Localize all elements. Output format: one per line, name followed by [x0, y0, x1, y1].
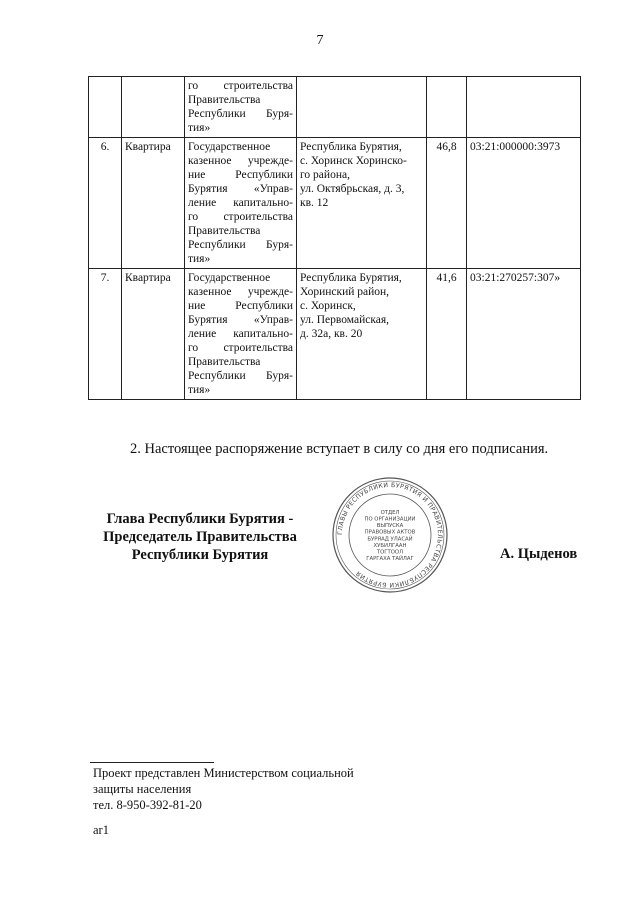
holder-organization-cell [185, 138, 297, 269]
organization-line: Республики Буря- [188, 239, 293, 251]
seal-center-line: ВЫПУСКА [376, 523, 404, 530]
organization-line: Бурятия «Управ- [188, 314, 293, 326]
footnote-divider [90, 762, 214, 763]
address-line: д. 32а, кв. 20 [300, 328, 363, 340]
address-line: Республика Бурятия, [300, 272, 402, 284]
address-line: с. Хоринск, [300, 300, 356, 312]
property-table [88, 76, 581, 400]
object-type-cell: Квартира [122, 269, 185, 400]
table-row [89, 269, 581, 400]
organization-line: тия» [188, 384, 211, 396]
holder-organization-cell [185, 77, 297, 138]
organization-line: казенное учрежде- [188, 286, 293, 298]
organization-line: Государственное [188, 272, 271, 284]
address-line: кв. 12 [300, 197, 329, 209]
organization-line: казенное учрежде- [188, 155, 293, 167]
cadastral-number-cell: 03:21:000000:3973 [467, 138, 581, 269]
organization-line: Государственное [188, 141, 271, 153]
signatory-title-line: Председатель Правительства [103, 529, 297, 545]
area-cell [427, 77, 467, 138]
effective-date-paragraph: 2. Настоящее распоряжение вступает в силу со дня его подписания. [130, 441, 549, 457]
footnote [93, 765, 354, 813]
official-seal [330, 475, 450, 595]
object-type-cell: Квартира [122, 138, 185, 269]
signatory-title [85, 510, 315, 564]
organization-line: тия» [188, 122, 211, 134]
address-cell [297, 269, 427, 400]
area-cell: 46,8 [427, 138, 467, 269]
footnote-line: тел. 8-950-392-81-20 [93, 798, 202, 812]
organization-line: го строительства [188, 211, 293, 223]
seal-center-line: ОТДЕЛ [380, 509, 400, 516]
seal-center-line: БУРЯАД УЛАСАЙ [367, 536, 413, 543]
footnote-line: Проект представлен Министерством социальной [93, 766, 354, 780]
area-cell: 41,6 [427, 269, 467, 400]
footnote-line: защиты населения [93, 782, 192, 796]
organization-line: го строительства [188, 342, 293, 354]
organization-line: ние Республики [188, 300, 293, 312]
organization-line: ление капитально- [188, 197, 293, 209]
signatory-title-line: Глава Республики Бурятия - [106, 511, 294, 527]
seal-center-line: ХУБИЛГААН [373, 542, 407, 549]
holder-organization-cell [185, 269, 297, 400]
organization-line: ние Республики [188, 169, 293, 181]
cadastral-number-cell [467, 77, 581, 138]
organization-line: Бурятия «Управ- [188, 183, 293, 195]
address-cell [297, 138, 427, 269]
row-number-cell [89, 77, 122, 138]
table-row [89, 138, 581, 269]
seal-center-line: ГАРГАХА ТАЙЛАГ [366, 556, 414, 563]
row-number-cell: 6. [89, 138, 122, 269]
table-row [89, 77, 581, 138]
signatory-name: А. Цыденов [500, 546, 578, 562]
organization-line: Республики Буря- [188, 370, 293, 382]
cadastral-number-cell: 03:21:270257:307» [467, 269, 581, 400]
address-line: ул. Первомайская, [300, 314, 390, 326]
address-line: ул. Октябрьская, д. 3, [300, 183, 405, 195]
object-type-cell [122, 77, 185, 138]
signatory-title-line: Республики Бурятия [131, 547, 269, 563]
row-number-cell: 7. [89, 269, 122, 400]
seal-center-line: ПРАВОВЫХ АКТОВ [364, 529, 416, 536]
organization-line: Правительства [188, 356, 261, 368]
address-line: с. Хоринск Хоринско- [300, 155, 407, 167]
address-cell [297, 77, 427, 138]
address-line: го района, [300, 169, 350, 181]
address-line: Республика Бурятия, [300, 141, 402, 153]
organization-line: го строительства [188, 80, 293, 92]
organization-line: Правительства [188, 225, 261, 237]
address-line: Хоринский район, [300, 286, 390, 298]
organization-line: ление капитально- [188, 328, 293, 340]
organization-line: Правительства [188, 94, 261, 106]
seal-center-line: ПО ОРГАНИЗАЦИИ [364, 516, 416, 523]
seal-center-line: ТОГТООЛ [376, 549, 404, 556]
property-table-body [89, 77, 581, 400]
page-number: 7 [316, 33, 324, 48]
organization-line: Республики Буря- [188, 108, 293, 120]
organization-line: тия» [188, 253, 211, 265]
seal-ring-text: ГЛАВЫ РЕСПУБЛИКИ БУРЯТИЯ И ПРАВИТЕЛЬСТВА РЕСПУБЛИКИ БУРЯТИЯ [336, 481, 444, 589]
document-code: ar1 [93, 823, 109, 837]
